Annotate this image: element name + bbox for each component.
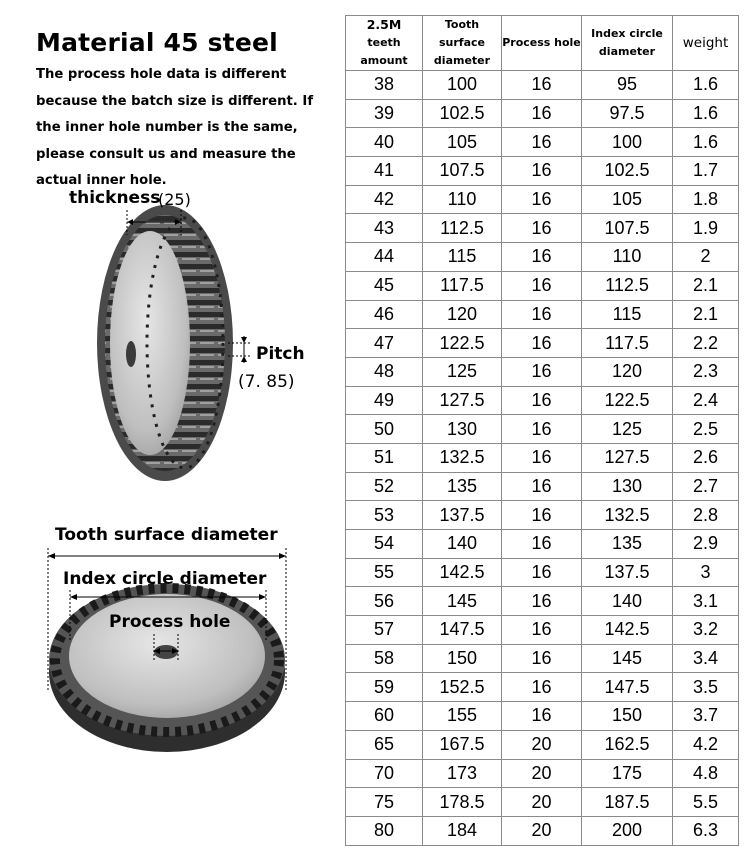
tooth-surface-diameter-label: Tooth surface diameter	[55, 525, 278, 545]
cell-index-circle-diameter: 120	[582, 357, 673, 386]
cell-process-hole: 16	[502, 673, 582, 702]
table-row	[346, 558, 739, 587]
cell-index-circle-diameter: 107.5	[582, 214, 673, 243]
cell-weight: 2.7	[673, 472, 739, 501]
table-row	[346, 472, 739, 501]
table-header-row	[346, 16, 739, 71]
cell-teeth-amount: 44	[346, 243, 423, 272]
cell-teeth-amount: 53	[346, 501, 423, 530]
page-title: Material 45 steel	[36, 28, 278, 57]
cell-index-circle-diameter: 187.5	[582, 788, 673, 817]
cell-weight: 3.1	[673, 587, 739, 616]
cell-index-circle-diameter: 125	[582, 415, 673, 444]
cell-tooth-surface-diameter: 115	[423, 243, 502, 272]
table-row	[346, 644, 739, 673]
cell-index-circle-diameter: 112.5	[582, 271, 673, 300]
table-row	[346, 329, 739, 358]
cell-index-circle-diameter: 145	[582, 644, 673, 673]
cell-process-hole: 20	[502, 759, 582, 788]
cell-index-circle-diameter: 117.5	[582, 329, 673, 358]
cell-weight: 6.3	[673, 816, 739, 845]
process-hole-label: Process hole	[109, 612, 231, 632]
cell-weight: 1.6	[673, 99, 739, 128]
cell-tooth-surface-diameter: 173	[423, 759, 502, 788]
header-process-hole: Process hole	[502, 16, 582, 71]
table-body	[346, 71, 739, 846]
cell-teeth-amount: 46	[346, 300, 423, 329]
cell-weight: 3.4	[673, 644, 739, 673]
cell-process-hole: 16	[502, 99, 582, 128]
cell-index-circle-diameter: 150	[582, 702, 673, 731]
table-row	[346, 243, 739, 272]
header-index-circle-diameter	[582, 16, 673, 71]
cell-tooth-surface-diameter: 130	[423, 415, 502, 444]
header-teeth-line2: teeth amount	[360, 36, 408, 67]
cell-process-hole: 16	[502, 644, 582, 673]
cell-tooth-surface-diameter: 112.5	[423, 214, 502, 243]
cell-index-circle-diameter: 135	[582, 530, 673, 559]
cell-index-circle-diameter: 105	[582, 185, 673, 214]
table-row	[346, 673, 739, 702]
table-row	[346, 128, 739, 157]
cell-teeth-amount: 80	[346, 816, 423, 845]
cell-process-hole: 16	[502, 530, 582, 559]
cell-teeth-amount: 43	[346, 214, 423, 243]
header-index-line2: diameter	[598, 45, 656, 58]
cell-index-circle-diameter: 200	[582, 816, 673, 845]
cell-process-hole: 16	[502, 271, 582, 300]
cell-process-hole: 16	[502, 702, 582, 731]
cell-tooth-surface-diameter: 137.5	[423, 501, 502, 530]
cell-process-hole: 16	[502, 443, 582, 472]
pitch-value: (7. 85)	[238, 372, 295, 392]
cell-teeth-amount: 52	[346, 472, 423, 501]
cell-tooth-surface-diameter: 184	[423, 816, 502, 845]
cell-process-hole: 16	[502, 300, 582, 329]
cell-weight: 5.5	[673, 788, 739, 817]
table-row	[346, 99, 739, 128]
left-panel	[0, 0, 345, 846]
cell-weight: 2.9	[673, 530, 739, 559]
cell-tooth-surface-diameter: 125	[423, 357, 502, 386]
cell-weight: 1.6	[673, 71, 739, 100]
cell-process-hole: 16	[502, 128, 582, 157]
cell-teeth-amount: 60	[346, 702, 423, 731]
gear-spec-table	[345, 15, 739, 846]
cell-process-hole: 16	[502, 214, 582, 243]
cell-tooth-surface-diameter: 142.5	[423, 558, 502, 587]
cell-process-hole: 16	[502, 357, 582, 386]
cell-tooth-surface-diameter: 155	[423, 702, 502, 731]
cell-teeth-amount: 57	[346, 616, 423, 645]
cell-weight: 2.6	[673, 443, 739, 472]
cell-process-hole: 16	[502, 587, 582, 616]
header-weight: weight	[673, 16, 739, 71]
header-teeth-amount	[346, 16, 423, 71]
table-row	[346, 415, 739, 444]
cell-weight: 3.7	[673, 702, 739, 731]
cell-teeth-amount: 65	[346, 730, 423, 759]
cell-process-hole: 16	[502, 71, 582, 100]
table-row	[346, 788, 739, 817]
cell-weight: 1.6	[673, 128, 739, 157]
cell-weight: 2.4	[673, 386, 739, 415]
header-tooth-line2: diameter	[433, 54, 491, 67]
cell-teeth-amount: 41	[346, 157, 423, 186]
cell-weight: 1.7	[673, 157, 739, 186]
cell-teeth-amount: 55	[346, 558, 423, 587]
cell-weight: 2.5	[673, 415, 739, 444]
cell-process-hole: 16	[502, 329, 582, 358]
cell-index-circle-diameter: 97.5	[582, 99, 673, 128]
cell-teeth-amount: 70	[346, 759, 423, 788]
cell-tooth-surface-diameter: 167.5	[423, 730, 502, 759]
cell-index-circle-diameter: 130	[582, 472, 673, 501]
gear-perspective-view	[49, 584, 285, 752]
cell-tooth-surface-diameter: 110	[423, 185, 502, 214]
cell-teeth-amount: 54	[346, 530, 423, 559]
thickness-label: thickness	[69, 188, 161, 208]
table-row	[346, 386, 739, 415]
table-row	[346, 501, 739, 530]
table-row	[346, 616, 739, 645]
cell-teeth-amount: 75	[346, 788, 423, 817]
cell-process-hole: 20	[502, 788, 582, 817]
cell-teeth-amount: 40	[346, 128, 423, 157]
table-row	[346, 71, 739, 100]
cell-index-circle-diameter: 110	[582, 243, 673, 272]
cell-process-hole: 16	[502, 501, 582, 530]
table-row	[346, 730, 739, 759]
cell-tooth-surface-diameter: 147.5	[423, 616, 502, 645]
table-row	[346, 271, 739, 300]
header-tooth-surface-diameter	[423, 16, 502, 71]
cell-tooth-surface-diameter: 127.5	[423, 386, 502, 415]
cell-index-circle-diameter: 100	[582, 128, 673, 157]
cell-tooth-surface-diameter: 132.5	[423, 443, 502, 472]
cell-index-circle-diameter: 147.5	[582, 673, 673, 702]
cell-process-hole: 16	[502, 558, 582, 587]
cell-teeth-amount: 39	[346, 99, 423, 128]
cell-tooth-surface-diameter: 102.5	[423, 99, 502, 128]
cell-index-circle-diameter: 175	[582, 759, 673, 788]
cell-index-circle-diameter: 115	[582, 300, 673, 329]
table-row	[346, 357, 739, 386]
cell-index-circle-diameter: 142.5	[582, 616, 673, 645]
table-row	[346, 214, 739, 243]
cell-index-circle-diameter: 162.5	[582, 730, 673, 759]
pitch-label: Pitch	[256, 344, 305, 364]
cell-teeth-amount: 56	[346, 587, 423, 616]
cell-tooth-surface-diameter: 105	[423, 128, 502, 157]
gear-illustrations	[0, 0, 345, 846]
table-row	[346, 530, 739, 559]
cell-weight: 2.3	[673, 357, 739, 386]
cell-tooth-surface-diameter: 122.5	[423, 329, 502, 358]
cell-tooth-surface-diameter: 178.5	[423, 788, 502, 817]
cell-weight: 4.8	[673, 759, 739, 788]
cell-teeth-amount: 48	[346, 357, 423, 386]
cell-teeth-amount: 42	[346, 185, 423, 214]
gear-side-view	[97, 205, 233, 481]
cell-index-circle-diameter: 137.5	[582, 558, 673, 587]
cell-weight: 2.1	[673, 300, 739, 329]
cell-index-circle-diameter: 122.5	[582, 386, 673, 415]
cell-index-circle-diameter: 95	[582, 71, 673, 100]
cell-teeth-amount: 58	[346, 644, 423, 673]
cell-weight: 1.9	[673, 214, 739, 243]
cell-weight: 2.8	[673, 501, 739, 530]
cell-weight: 2.1	[673, 271, 739, 300]
cell-process-hole: 16	[502, 616, 582, 645]
table-row	[346, 759, 739, 788]
cell-process-hole: 20	[502, 730, 582, 759]
cell-teeth-amount: 47	[346, 329, 423, 358]
cell-teeth-amount: 59	[346, 673, 423, 702]
cell-weight: 1.8	[673, 185, 739, 214]
index-circle-diameter-label: Index circle diameter	[63, 569, 267, 589]
cell-weight: 3.2	[673, 616, 739, 645]
cell-tooth-surface-diameter: 107.5	[423, 157, 502, 186]
cell-weight: 3	[673, 558, 739, 587]
header-teeth-line1: 2.5M	[366, 17, 402, 32]
cell-index-circle-diameter: 132.5	[582, 501, 673, 530]
cell-index-circle-diameter: 140	[582, 587, 673, 616]
cell-teeth-amount: 45	[346, 271, 423, 300]
cell-tooth-surface-diameter: 145	[423, 587, 502, 616]
header-tooth-line1: Tooth surface	[439, 18, 485, 49]
table-row	[346, 443, 739, 472]
cell-weight: 4.2	[673, 730, 739, 759]
cell-teeth-amount: 51	[346, 443, 423, 472]
cell-tooth-surface-diameter: 150	[423, 644, 502, 673]
cell-process-hole: 16	[502, 472, 582, 501]
table-row	[346, 587, 739, 616]
cell-tooth-surface-diameter: 120	[423, 300, 502, 329]
cell-weight: 3.5	[673, 673, 739, 702]
cell-teeth-amount: 50	[346, 415, 423, 444]
table-row	[346, 157, 739, 186]
cell-teeth-amount: 38	[346, 71, 423, 100]
table-row	[346, 185, 739, 214]
cell-index-circle-diameter: 127.5	[582, 443, 673, 472]
cell-teeth-amount: 49	[346, 386, 423, 415]
cell-process-hole: 20	[502, 816, 582, 845]
thickness-value: (25)	[158, 190, 191, 209]
cell-process-hole: 16	[502, 243, 582, 272]
cell-tooth-surface-diameter: 140	[423, 530, 502, 559]
cell-process-hole: 16	[502, 386, 582, 415]
cell-process-hole: 16	[502, 415, 582, 444]
table-row	[346, 702, 739, 731]
table-row	[346, 816, 739, 845]
cell-index-circle-diameter: 102.5	[582, 157, 673, 186]
cell-weight: 2.2	[673, 329, 739, 358]
cell-process-hole: 16	[502, 185, 582, 214]
table-row	[346, 300, 739, 329]
cell-tooth-surface-diameter: 100	[423, 71, 502, 100]
cell-process-hole: 16	[502, 157, 582, 186]
cell-tooth-surface-diameter: 152.5	[423, 673, 502, 702]
header-index-line1: Index circle	[591, 27, 663, 40]
cell-tooth-surface-diameter: 117.5	[423, 271, 502, 300]
cell-weight: 2	[673, 243, 739, 272]
cell-tooth-surface-diameter: 135	[423, 472, 502, 501]
process-hole-note: The process hole data is different because the batch size is different. If the inner hole number is the same, please consult us and measure the actual inner hole.	[36, 67, 314, 188]
